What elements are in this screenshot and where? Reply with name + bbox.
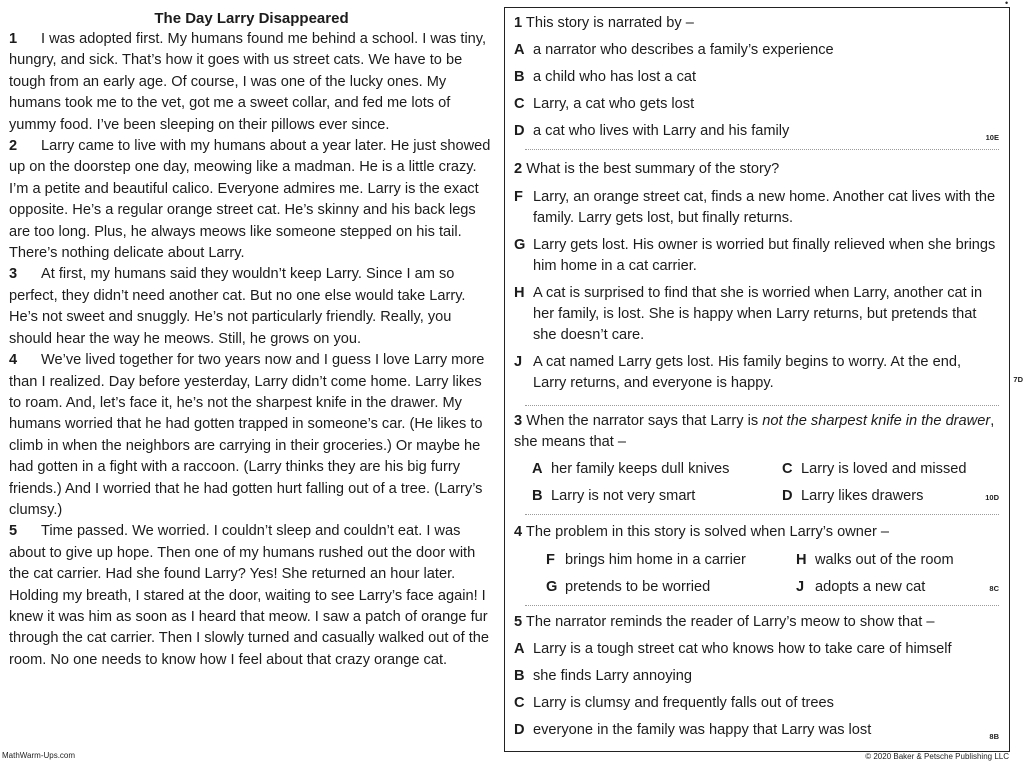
question-stem: [514, 522, 1001, 543]
paragraph-text: I was adopted first. My humans found me behind a school. I was tiny, hungry, and sick. That’s how it goes with us street cats. We have to be tough from an early age. Of course, I was one of the lucky ones. My humans took me to the vet, got me a sweet collar, and fed me lots of yummy food. I’ve been sleeping on their pillows ever since.: [9, 31, 487, 133]
choice-text: pretends to be worried: [565, 579, 711, 595]
choice-letter: C: [514, 695, 525, 711]
answer-choice[interactable]: [514, 40, 1001, 61]
passage-paragraph: [9, 136, 494, 264]
choice-letter: C: [514, 96, 525, 112]
answer-choice[interactable]: [514, 283, 1001, 346]
answer-choice[interactable]: [514, 352, 1023, 394]
corner-mark: •: [1005, 0, 1009, 8]
question-text: What is the best summary of the story?: [526, 161, 780, 177]
reading-passage: [9, 9, 494, 671]
choice-grid: [514, 550, 1001, 606]
question-text: This story is narrated by –: [525, 15, 694, 31]
choice-text: Larry is a tough street cat who knows how to take care of himself: [533, 641, 952, 657]
choice-letter: H: [796, 552, 807, 568]
answer-choice[interactable]: [514, 187, 1001, 229]
choice-text: a child who has lost a cat: [533, 69, 697, 85]
answer-choice[interactable]: [532, 459, 729, 480]
paragraph-number: 1: [9, 31, 18, 47]
choice-letter: G: [546, 579, 558, 595]
standard-code: 7D: [1013, 375, 1023, 384]
choice-text: walks out of the room: [815, 552, 954, 568]
answer-choice[interactable]: [782, 459, 966, 480]
choice-text: A cat named Larry gets lost. His family begins to worry. At the end, Larry returns, and everyone is happy.: [533, 354, 962, 391]
answer-choice[interactable]: [514, 235, 1001, 277]
answer-choice[interactable]: [514, 693, 1001, 714]
question-number: 1: [514, 15, 523, 31]
choice-letter: F: [546, 552, 555, 568]
paragraph-number: 3: [9, 266, 18, 283]
choice-letter: C: [782, 461, 793, 477]
paragraph-number: 2: [9, 138, 18, 155]
question-divider: [525, 605, 999, 606]
answer-choice[interactable]: [546, 550, 746, 571]
question-text: When the narrator says that Larry is: [526, 413, 763, 429]
choice-text: Larry, an orange street cat, finds a new home. Another cat lives with the family. Larry gets lost, but finally returns.: [533, 189, 996, 226]
question-stem: [514, 612, 1001, 633]
question-number: 4: [514, 524, 523, 540]
answer-choice[interactable]: [796, 577, 925, 598]
standard-code: 8C: [989, 584, 999, 593]
choice-text: Larry is not very smart: [551, 488, 696, 504]
paragraph-text: Larry came to live with my humans about a year later. He just showed up on the doorstep one day, meowing like a madman. He is a little crazy. I’m a petite and beautiful calico. Everyone admires me. Larry is the exact opposite. He’s a regular orange street cat. He’s skinny and his back legs are too long. Plus, he always meows like someone stepped on his tail. There’s nothing delicate about Larry.: [9, 138, 491, 262]
paragraph-text: We’ve lived together for two years now and I guess I love Larry more than I realized. Day before yesterday, Larry didn’t come home. Larry likes to roam. And, let’s face it, he’s not the sharpest knife in the drawer. My humans worried that he had gotten trapped in someone’s car. (He likes to climb in when the neighbors are carrying in their groceries.) Or maybe he had gotten in a fight with a raccoon. (Larry thinks they are his big furry friends.) And I worried that he had gotten hurt falling out of a tree. (Larry’s clumsy.): [9, 352, 485, 518]
choice-text: Larry is clumsy and frequently falls out of trees: [533, 695, 834, 711]
idiom-phrase: not the sharpest knife in the drawer: [762, 413, 991, 429]
question-text: The problem in this story is solved when Larry’s owner –: [525, 524, 890, 540]
footer-copyright: © 2020 Baker & Petsche Publishing LLC: [865, 752, 1009, 761]
choice-text: A cat is surprised to find that she is worried when Larry, another cat in her family, is lost. She is happy when Larry returns, but pretends that she doesn’t care.: [533, 285, 983, 343]
passage-title: The Day Larry Disappeared: [154, 10, 349, 27]
choice-letter: B: [514, 69, 525, 85]
paragraph-number: 4: [9, 352, 18, 369]
question-1: [514, 13, 1001, 142]
choice-letter: B: [514, 668, 525, 684]
choice-letter: H: [514, 285, 525, 301]
choice-letter: D: [514, 123, 525, 139]
answer-choice[interactable]: [514, 67, 1001, 88]
question-text-end: , she means that –: [514, 413, 995, 450]
choice-text: a cat who lives with Larry and his family: [533, 123, 790, 139]
question-text: The narrator reminds the reader of Larry’s meow to show that –: [525, 614, 935, 630]
question-divider: [525, 149, 999, 150]
answer-choice[interactable]: [514, 720, 1001, 741]
passage-paragraph: [9, 521, 494, 671]
choice-letter: A: [514, 42, 525, 58]
answer-choice[interactable]: [514, 94, 1001, 115]
paragraph-text: Time passed. We worried. I couldn’t sleep and couldn’t eat. I was about to give up hope. Then one of my humans rushed out the door with the cat carrier. Had she found Larry? Yes! She returned an hour later. Holding my breath, I stared at the door, waiting to see Larry’s face again! I knew it was him as soon as I heard that meow. I saw a patch of orange fur through the cat carrier. Then I slowly turned and casually walked out of the room. No one needs to know how I feel about that crazy orange cat.: [9, 523, 489, 668]
answer-choice[interactable]: [546, 577, 710, 598]
choice-text: adopts a new cat: [815, 579, 926, 595]
choice-text: a narrator who describes a family’s experience: [533, 42, 834, 58]
answer-choice[interactable]: [514, 666, 1001, 687]
answer-choice[interactable]: [514, 639, 1001, 660]
answer-choice[interactable]: [514, 121, 1001, 142]
question-stem: [514, 13, 1001, 34]
choice-letter: J: [796, 579, 805, 595]
question-divider: [525, 405, 999, 406]
choice-text: her family keeps dull knives: [551, 461, 730, 477]
passage-paragraph: [9, 264, 494, 350]
question-number: 2: [514, 161, 523, 177]
choice-text: Larry gets lost. His owner is worried but finally relieved when she brings him home in a cat carrier.: [533, 237, 996, 274]
question-stem: [514, 159, 1001, 180]
standard-code: 10D: [985, 493, 999, 502]
standard-code: 8B: [989, 732, 999, 741]
choice-letter: F: [514, 189, 523, 205]
footer-website: MathWarm-Ups.com: [2, 751, 76, 760]
choice-letter: D: [514, 722, 525, 738]
choice-letter: A: [514, 641, 525, 657]
choice-text: everyone in the family was happy that Larry was lost: [533, 722, 872, 738]
choice-text: Larry is loved and missed: [801, 461, 967, 477]
question-2: [514, 159, 1023, 394]
question-4: [514, 522, 1001, 606]
choice-text: Larry likes drawers: [801, 488, 924, 504]
question-5: [514, 612, 1001, 741]
question-3: [514, 411, 1001, 515]
choice-text: she finds Larry annoying: [533, 668, 693, 684]
question-number: 3: [514, 413, 523, 429]
choice-letter: G: [514, 237, 526, 253]
choice-letter: B: [532, 488, 543, 504]
question-stem: [514, 411, 1001, 453]
standard-code: 10E: [985, 133, 999, 142]
passage-paragraph: [9, 350, 494, 521]
answer-choice[interactable]: [782, 486, 923, 507]
paragraph-number: 5: [9, 523, 18, 540]
choice-text: brings him home in a carrier: [565, 552, 746, 568]
choice-letter: J: [514, 354, 523, 370]
questions-box: [504, 7, 1023, 752]
passage-paragraph: [9, 29, 494, 136]
choice-letter: D: [782, 488, 793, 504]
answer-choice[interactable]: [796, 550, 954, 571]
answer-choice[interactable]: [532, 486, 695, 507]
paragraph-text: At first, my humans said they wouldn’t keep Larry. Since I am so perfect, they didn’t need another cat. But no one else would take Larry. He’s not sweet and snuggly. He’s not particularly friendly. Really, you should hear the way he meows. Still, he grows on you.: [9, 266, 466, 347]
question-divider: [525, 514, 999, 515]
question-number: 5: [514, 614, 523, 630]
choice-grid: [514, 459, 1001, 515]
choice-letter: A: [532, 461, 543, 477]
choice-text: Larry, a cat who gets lost: [533, 96, 695, 112]
